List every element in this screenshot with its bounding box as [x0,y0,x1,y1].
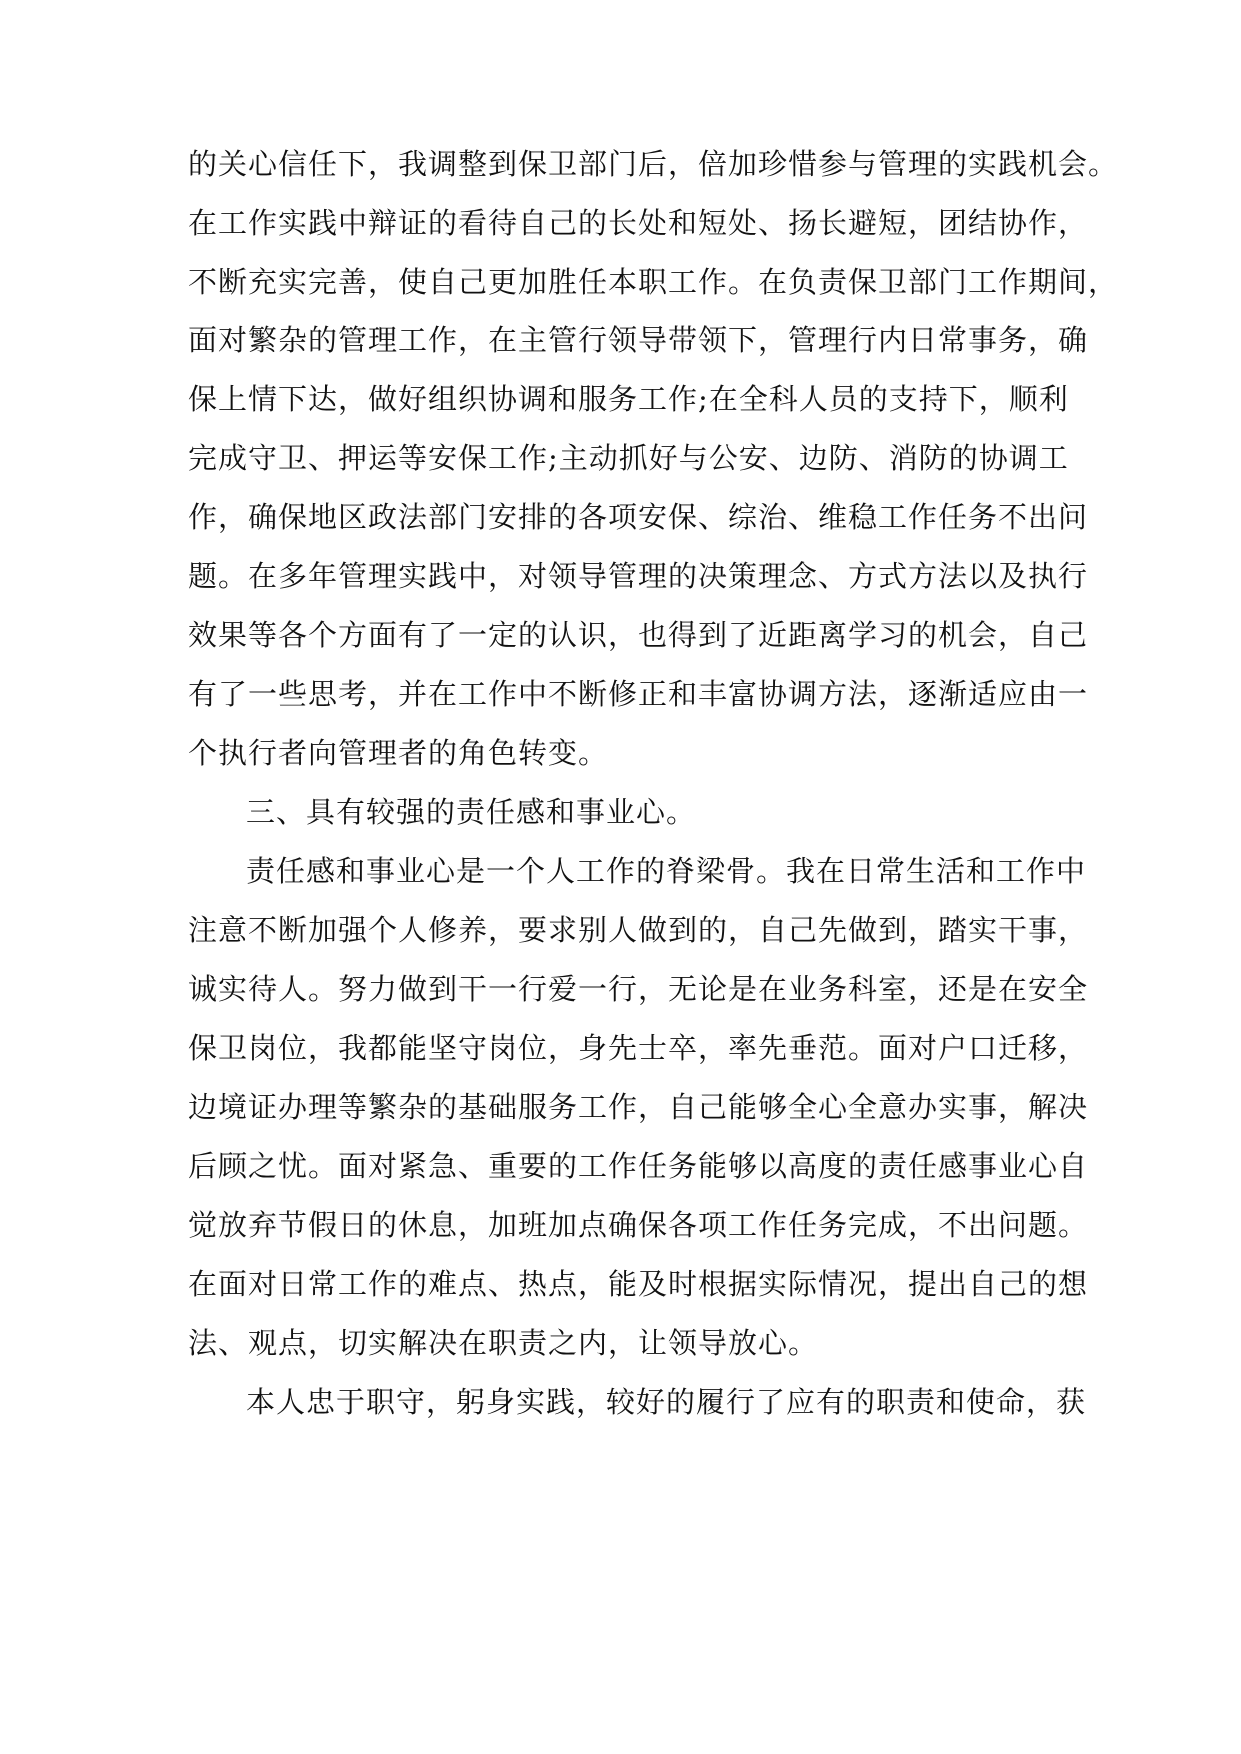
text-line: 责任感和事业心是一个人工作的脊梁骨。我在日常生活和工作中 [246,854,1087,888]
text-line: 个执行者向管理者的角色转变。 [188,736,609,770]
text-line: 完成守卫、押运等安保工作;主动抓好与公安、边防、消防的协调工 [188,441,1069,475]
text-line: 保上情下达，做好组织协调和服务工作;在全科人员的支持下，顺利 [188,382,1069,416]
text-line: 的关心信任下，我调整到保卫部门后，倍加珍惜参与管理的实践机会。 [188,147,1119,181]
text-line: 效果等各个方面有了一定的认识，也得到了近距离学习的机会，自己 [188,618,1089,652]
text-line: 题。在多年管理实践中，对领导管理的决策理念、方式方法以及执行 [188,559,1089,593]
text-line: 诚实待人。努力做到干一行爱一行，无论是在业务科室，还是在安全 [188,972,1089,1006]
text-line: 在工作实践中辩证的看待自己的长处和短处、扬长避短，团结协作， [188,206,1089,240]
text-line: 作，确保地区政法部门安排的各项安保、综治、维稳工作任务不出问 [188,500,1089,534]
text-line: 有了一些思考，并在工作中不断修正和丰富协调方法，逐渐适应由一 [188,677,1089,711]
text-line: 面对繁杂的管理工作，在主管行领导带领下，管理行内日常事务，确 [188,323,1089,357]
section-heading: 三、具有较强的责任感和事业心。 [246,795,697,829]
text-line: 不断充实完善，使自己更加胜任本职工作。在负责保卫部门工作期间， [188,265,1119,299]
text-line: 保卫岗位，我都能坚守岗位，身先士卒，率先垂范。面对户口迁移， [188,1031,1089,1065]
text-line: 在面对日常工作的难点、热点，能及时根据实际情况，提出自己的想 [188,1267,1089,1301]
text-line: 法、观点，切实解决在职责之内，让领导放心。 [188,1326,819,1360]
text-line: 觉放弃节假日的休息，加班加点确保各项工作任务完成，不出问题。 [188,1208,1089,1242]
text-line: 注意不断加强个人修养，要求别人做到的，自己先做到，踏实干事， [188,913,1089,947]
text-line: 边境证办理等繁杂的基础服务工作，自己能够全心全意办实事，解决 [188,1090,1089,1124]
text-line: 后顾之忧。面对紧急、重要的工作任务能够以高度的责任感事业心自 [188,1149,1089,1183]
text-line: 本人忠于职守，躬身实践，较好的履行了应有的职责和使命，获 [246,1385,1087,1419]
